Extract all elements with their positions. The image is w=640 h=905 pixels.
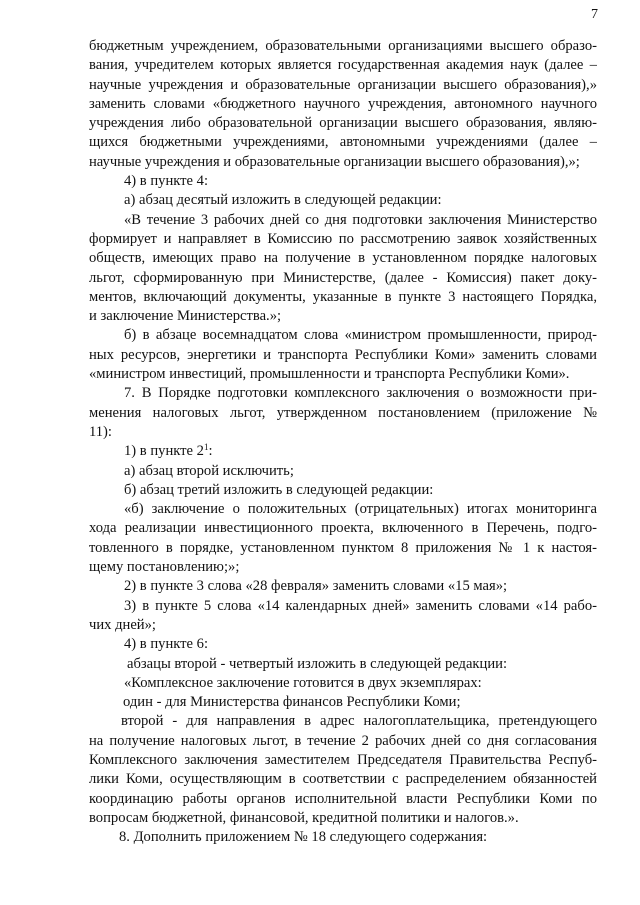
text-line: а) абзац десятый изложить в следующей редакции: [124,192,442,209]
text-line: б) абзац третий изложить в следующей редакции: [124,481,434,498]
text-line: научные учреждения и образовательные организации высшего образования),» [89,76,597,93]
text-line: а) абзац второй исключить; [124,462,294,479]
colon: : [208,443,213,460]
text-line: 4) в пункте 4: [124,173,209,190]
text-line: один - для Министерства финансов Республики Коми; [123,694,461,711]
text-line: «б) заключение о положительных (отрицательных) итогах мониторинга [124,501,597,518]
text-line: Комплексного заключения заместителем Председателя Правительства Респуб- [89,751,597,768]
text-line: 3) в пункте 5 слова «14 календарных дней» заменить словами «14 рабо- [124,597,597,614]
text-line: 1) в пункте 2 [124,443,204,460]
text-line: 7. В Порядке подготовки комплексного заключения о возможности при- [124,385,597,402]
text-line: щихся бюджетными учреждениями, автономными учреждениями (далее – [89,134,597,151]
text-line: вания, учредителем которых является государственная академия наук (далее – [89,57,597,74]
text-line: вопросам бюджетной, финансовой, кредитной политики и налогов.». [89,809,519,826]
text-line: товленного в порядке, установленном пунктом 8 приложения № 1 к настоя- [89,539,597,556]
text-line: «министром инвестиций, промышленности и транспорта Республики Коми». [89,366,570,383]
text-line: заменить словами «бюджетного научного учреждения, автономного научного [89,95,597,112]
text-line: на получение налоговых льгот, в течение 2 рабочих дней со дня согласования [89,732,597,749]
text-line: менения налоговых льгот, утвержденном постановлением (приложение № [89,404,597,421]
text-line: абзацы второй - четвертый изложить в следующей редакции: [127,655,508,672]
text-line: обществ, имеющих право на получение в установленном порядке налоговых [89,250,597,267]
text-line: формирует и направляет в Комиссию по рассмотрению заявок хозяйственных [89,230,597,247]
text-line: ментов, включающий документы, указанные в пункте 3 настоящего Порядка, [89,288,597,305]
text-line: лики Коми, осуществляющим в соответствии с распределением обязанностей [89,771,597,788]
text-line: льгот, сформированную при Министерстве, (далее - Комиссия) пакет доку- [89,269,597,286]
text-line: хода реализации инвестиционного проекта, включенного в Перечень, подго- [89,520,597,537]
text-line: чих дней»; [89,616,156,633]
text-line: 8. Дополнить приложением № 18 следующего содержания: [119,829,488,846]
text-line: «Комплексное заключение готовится в двух экземплярах: [124,674,482,691]
text-line-with-superscript [89,442,597,461]
text-line: 11): [89,423,112,440]
text-line: второй - для направления в адрес налогоплательщика, претендующего [121,713,597,730]
text-line: ных ресурсов, энергетики и транспорта Республики Коми» заменить словами [89,346,597,363]
text-line: б) в абзаце восемнадцатом слова «министром промышленности, природ- [124,327,597,344]
text-line: «В течение 3 рабочих дней со дня подготовки заключения Министерство [124,211,597,228]
text-line: научные учреждения и образовательные организации высшего образования),»; [89,153,580,170]
text-line: 4) в пункте 6: [124,636,209,653]
superscript: 1 [203,442,209,453]
text-line: щему постановлению;»; [89,559,240,576]
text-line: бюджетным учреждением, образовательными организациями высшего образо- [89,38,597,54]
text-line: координацию работы органов исполнительной власти Республики Коми по [89,790,597,807]
document-body [89,37,597,847]
text-line: учреждения либо образовательной организации высшего образования, являю- [89,115,597,132]
text-line: и заключение Министерства.»; [89,308,282,325]
text-line: 2) в пункте 3 слова «28 февраля» заменить словами «15 мая»; [124,578,508,595]
page-number: 7 [591,7,598,22]
